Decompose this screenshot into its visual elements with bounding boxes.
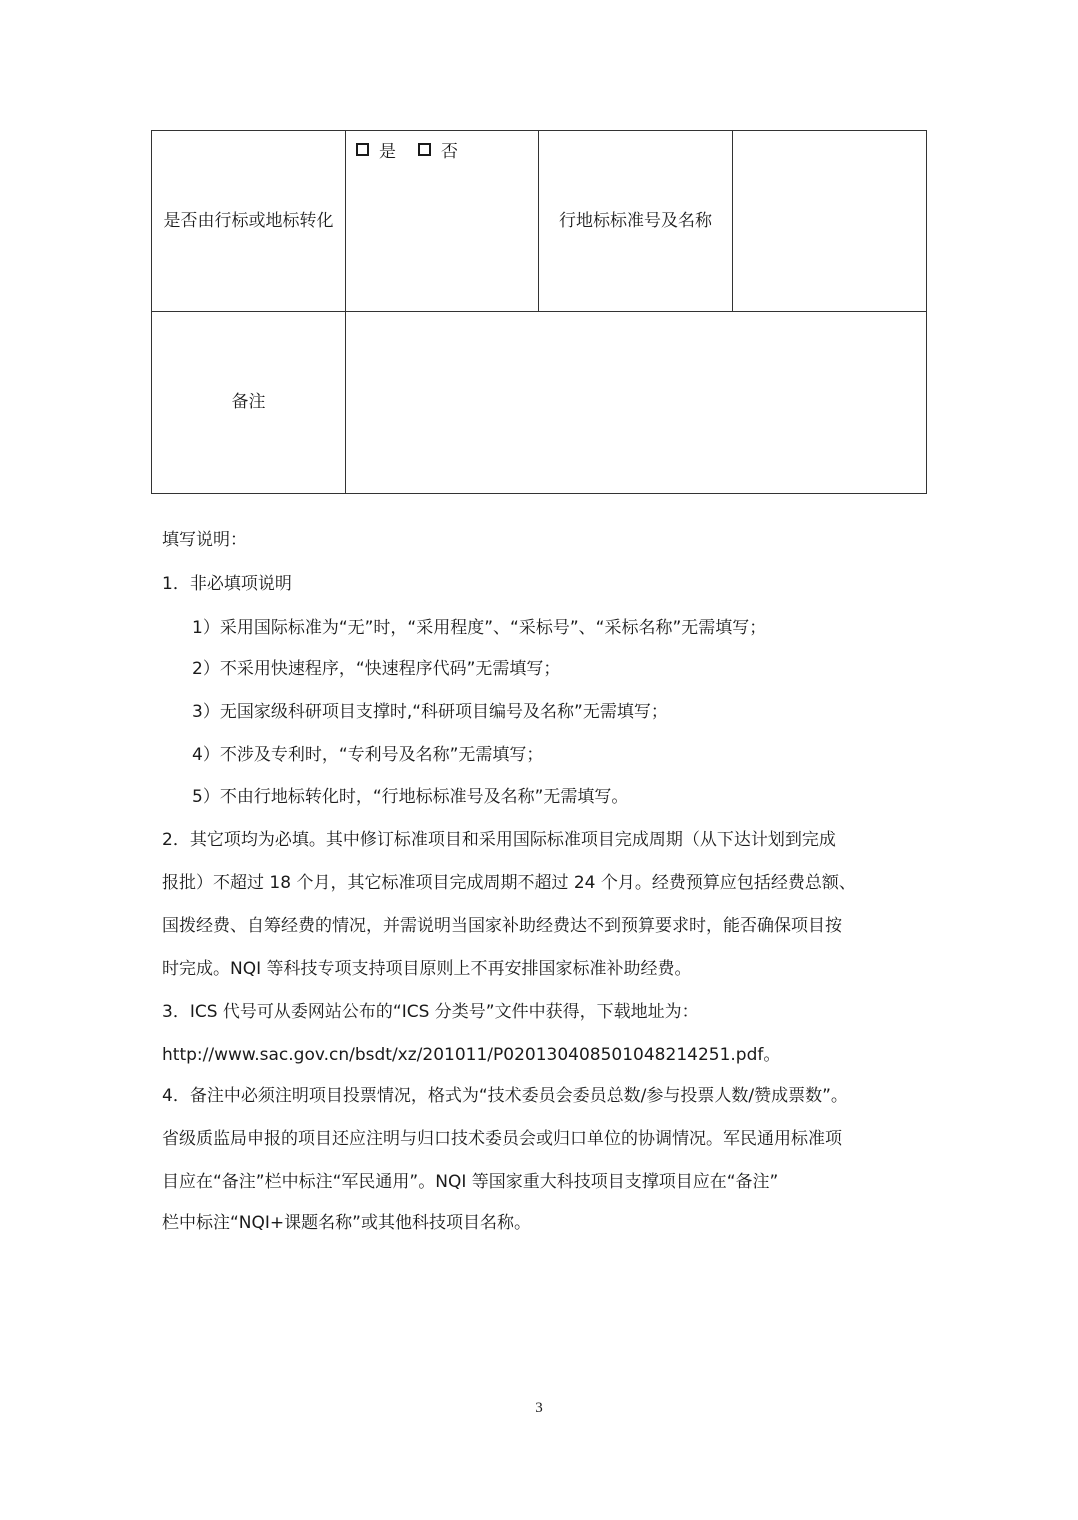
- standard-number-label-cell: [539, 131, 733, 312]
- instruction-item-4-line-1: 4．备注中必须注明项目投票情况，格式为“技术委员会委员总数/参与投票人数/赞成票数”。: [162, 1086, 848, 1106]
- instruction-sub-4: 4）不涉及专利时，“专利号及名称”无需填写；: [192, 745, 544, 765]
- table-row: [152, 312, 927, 494]
- application-form-table: [151, 130, 927, 494]
- instruction-sub-5: 5）不由行地标转化时，“行地标标准号及名称”无需填写。: [192, 787, 629, 807]
- instruction-item-3-line-1: 3．ICS 代号可从委网站公布的“ICS 分类号”文件中获得，下载地址为：: [162, 1002, 699, 1022]
- instructions-heading: 填写说明：: [162, 530, 247, 550]
- instruction-sub-2: 2）不采用快速程序，“快速程序代码”无需填写；: [192, 659, 561, 679]
- checkbox-yes[interactable]: [356, 143, 369, 156]
- remarks-value-cell[interactable]: [346, 312, 927, 494]
- instruction-item-4-line-3: 目应在“备注”栏中标注“军民通用”。NQI 等国家重大科技项目支撑项目应在“备注”: [162, 1172, 779, 1192]
- table-row: [152, 131, 927, 312]
- instruction-item-2-line-4: 时完成。NQI 等科技专项支持项目原则上不再安排国家标准补助经费。: [162, 959, 692, 979]
- option-yes-label: 是: [379, 142, 396, 162]
- instruction-item-2-line-3: 国拨经费、自筹经费的情况，并需说明当国家补助经费达不到预算要求时，能否确保项目按: [162, 916, 842, 936]
- instruction-item-2-line-1: 2．其它项均为必填。其中修订标准项目和采用国际标准项目完成周期（从下达计划到完成: [162, 830, 836, 850]
- conversion-label-cell: [152, 131, 346, 312]
- standard-number-label: 行地标标准号及名称: [559, 210, 712, 231]
- conversion-label: 是否由行标或地标转化: [163, 210, 334, 231]
- remarks-label: 备注: [231, 392, 266, 412]
- instruction-sub-1: 1）采用国际标准为“无”时，“采用程度”、“采标号”、“采标名称”无需填写；: [192, 618, 767, 638]
- standard-number-value-cell[interactable]: [733, 131, 927, 312]
- instruction-item-4-line-2: 省级质监局申报的项目还应注明与归口技术委员会或归口单位的协调情况。军民通用标准项: [162, 1129, 842, 1149]
- instruction-item-4-line-4: 栏中标注“NQI+课题名称”或其他科技项目名称。: [162, 1213, 531, 1233]
- instruction-item-2-line-2: 报批）不超过 18 个月，其它标准项目完成周期不超过 24 个月。经费预算应包括经费总额、: [162, 873, 856, 893]
- instruction-item-1-title: 1．非必填项说明: [162, 574, 292, 594]
- remarks-label-cell: [152, 312, 346, 494]
- yes-no-choice: [346, 131, 538, 162]
- page-number: 3: [535, 1400, 543, 1416]
- conversion-choice-cell: [346, 131, 539, 312]
- checkbox-no[interactable]: [418, 143, 431, 156]
- instruction-sub-3: 3）无国家级科研项目支撑时,“科研项目编号及名称”无需填写；: [192, 702, 668, 722]
- option-no-label: 否: [441, 142, 458, 162]
- ics-download-link[interactable]: http://www.sac.gov.cn/bsdt/xz/201011/P020130408501048214251.pdf。: [162, 1045, 781, 1065]
